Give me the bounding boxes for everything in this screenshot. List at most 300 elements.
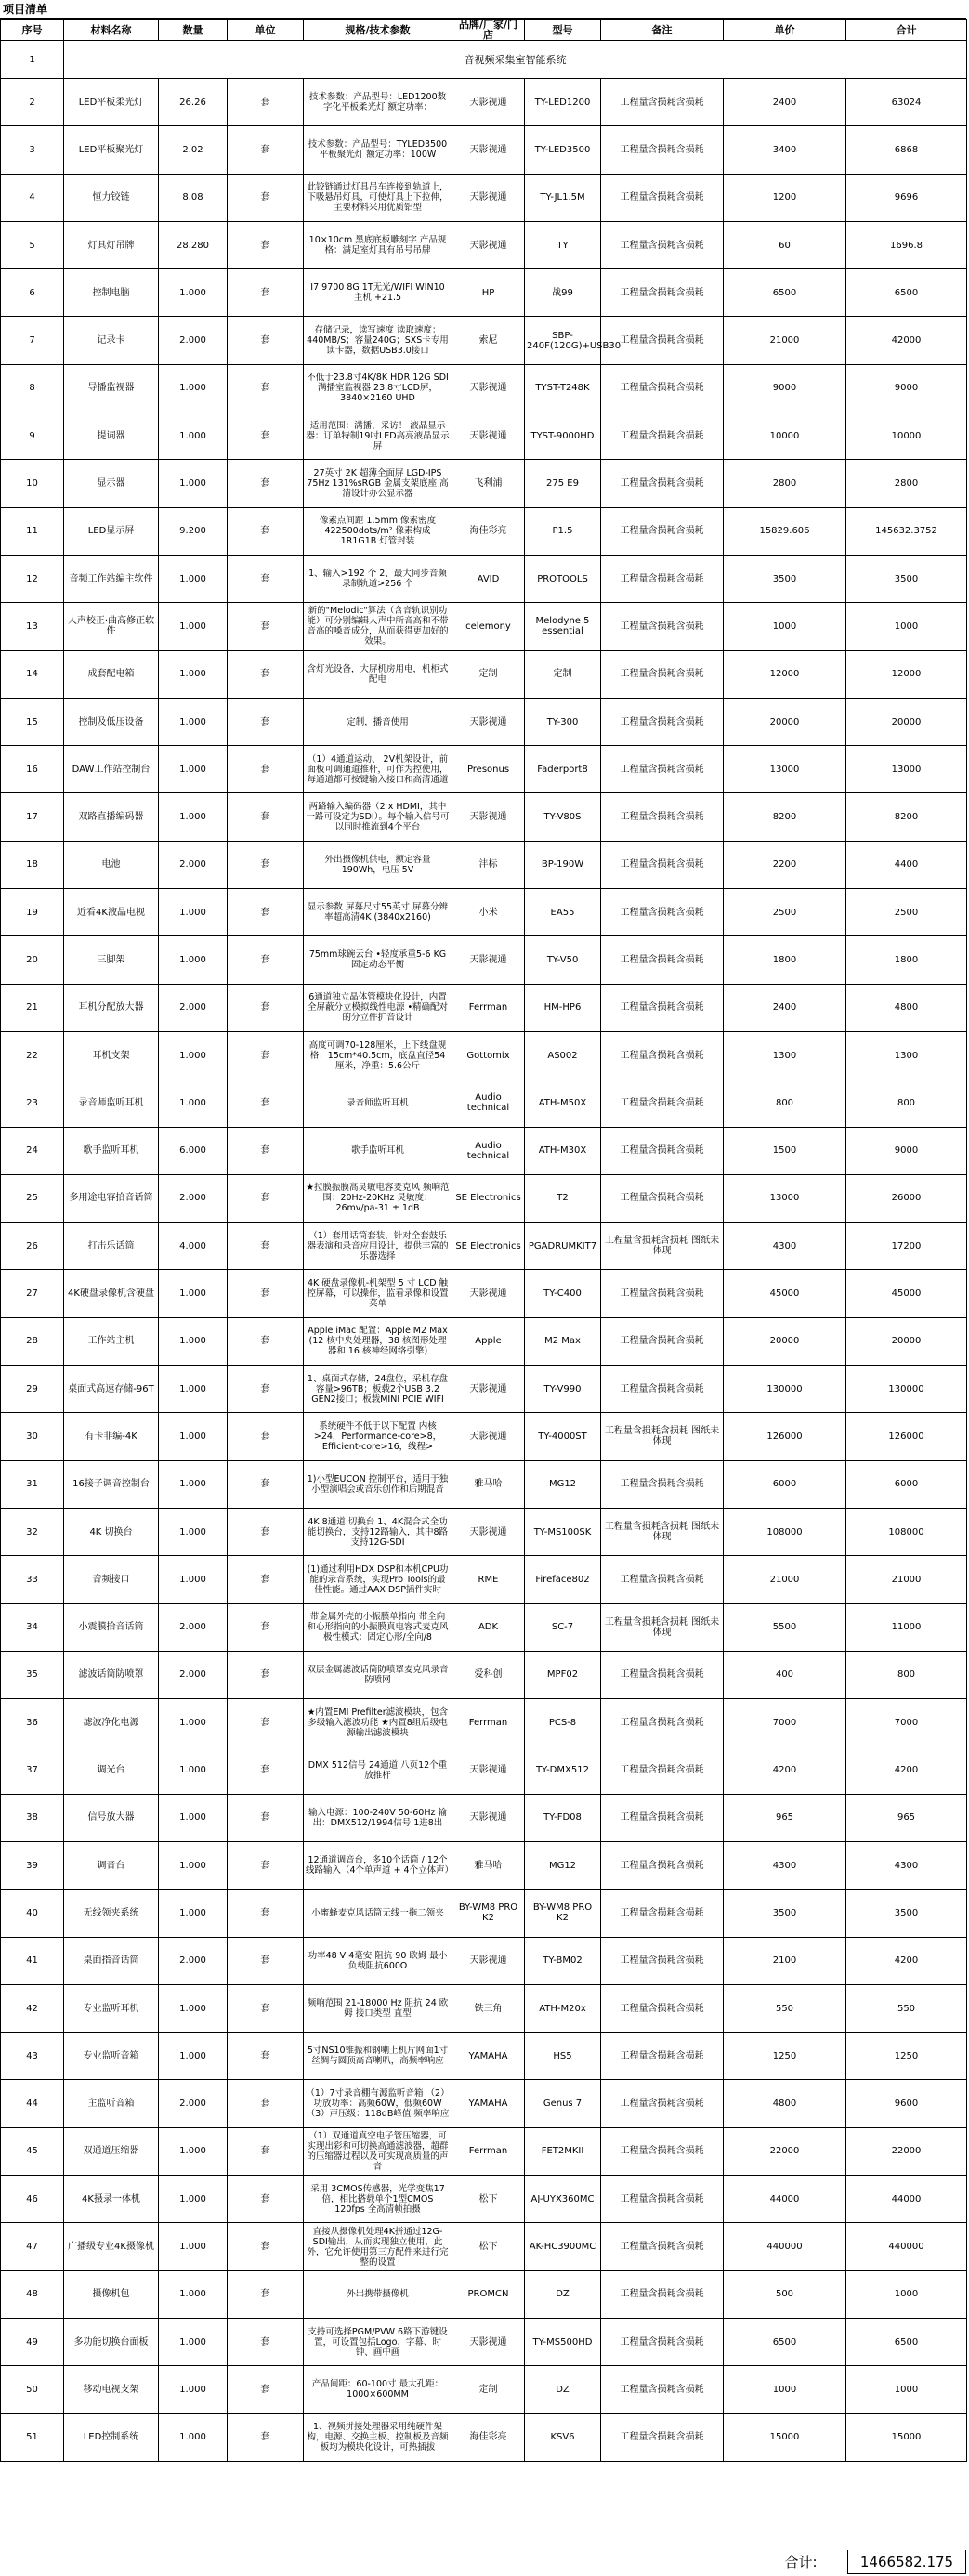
cell-brand-text: 松下 (478, 2193, 498, 2204)
cell-note-text: 工程量含损耗含损耗 (620, 192, 704, 203)
cell-no (1, 1508, 64, 1555)
cell-unit (228, 650, 304, 698)
cell-qty (159, 1317, 228, 1365)
cell-note-text: 工程量含损耗含损耗 (620, 2432, 704, 2443)
cell-brand-text: 天影视通 (469, 1526, 507, 1537)
cell-qty-text: 26.26 (179, 97, 206, 108)
table-row (1, 1413, 967, 1460)
cell-qty (159, 1366, 228, 1413)
cell-name-text: 4K摄录一体机 (82, 2193, 140, 2204)
cell-total (846, 650, 967, 698)
table-row (1, 1031, 967, 1079)
cell-spec (304, 1794, 452, 1841)
cell-unit-text: 套 (260, 430, 270, 441)
cell-unit (228, 1460, 304, 1508)
table-row (1, 1366, 967, 1413)
cell-model-text: MG12 (548, 1479, 577, 1490)
cell-no-text: 50 (26, 2384, 38, 2395)
cell-no (1, 1317, 64, 1365)
cell-note-text: 工程量含损耗含损耗 (620, 621, 704, 632)
cell-total-text: 6500 (894, 287, 919, 298)
cell-name (64, 555, 159, 602)
cell-spec (304, 1508, 452, 1555)
cell-unit (228, 1223, 304, 1270)
cell-name (64, 1413, 159, 1460)
cell-total-text: 26000 (891, 1193, 922, 1204)
table-row (1, 698, 967, 745)
col-header-qty: 数量 (159, 20, 228, 41)
cell-price-text: 13000 (769, 764, 800, 775)
cell-unit-text: 套 (260, 1669, 270, 1680)
cell-unit (228, 1413, 304, 1460)
cell-unit (228, 936, 304, 984)
cell-brand-text: YAMAHA (468, 2050, 508, 2061)
cell-note-text: 工程量含损耗含损耗 (620, 1383, 704, 1394)
cell-name (64, 1127, 159, 1174)
cell-no-text: 49 (26, 2336, 38, 2347)
cell-model-text: SBP-240F(120G)+USB30 (527, 330, 622, 351)
cell-note (601, 1031, 724, 1079)
cell-price (724, 1174, 846, 1222)
cell-price-text: 10000 (769, 430, 800, 441)
cell-price (724, 1223, 846, 1270)
cell-note-text: 工程量含损耗含损耗 (620, 1574, 704, 1585)
cell-price-text: 4300 (772, 1860, 797, 1871)
cell-no (1, 2270, 64, 2318)
cell-total (846, 698, 967, 745)
cell-model (525, 889, 601, 936)
cell-total (846, 1270, 967, 1317)
table-row (1, 1651, 967, 1698)
cell-brand (452, 1174, 525, 1222)
cell-name (64, 1556, 159, 1603)
cell-name-text: 音频工作站编主软件 (69, 573, 153, 584)
cell-brand-text: 天影视通 (469, 716, 507, 727)
cell-spec-text: 两路输入编码器（2 x HDMI，其中一路可设定为SDI）。每个输入信号可以同时推流到4个平台 (306, 802, 450, 833)
cell-qty (159, 2080, 228, 2127)
cell-name (64, 650, 159, 698)
cell-unit (228, 1603, 304, 1651)
cell-unit (228, 126, 304, 174)
cell-model-text: ATH-M20x (539, 2003, 586, 2014)
cell-spec (304, 1031, 452, 1079)
cell-total-text: 3500 (894, 573, 919, 584)
table-row (1, 2413, 967, 2461)
cell-name-text: 控制及低压设备 (78, 716, 144, 727)
cell-no (1, 221, 64, 268)
cell-brand (452, 1794, 525, 1841)
cell-name (64, 1603, 159, 1651)
cell-brand-text: 爱科创 (474, 1669, 503, 1680)
cell-brand (452, 2176, 525, 2223)
cell-name-text: 无线领夹系统 (83, 1907, 139, 1918)
cell-note (601, 412, 724, 460)
table-row (1, 2318, 967, 2365)
cell-spec-text: 小蜜蜂麦克风话筒无线一拖二领夹 (311, 1907, 444, 1918)
cell-no-text: 43 (26, 2050, 38, 2061)
cell-qty-text: 1.000 (179, 1383, 206, 1394)
cell-spec-text: 双层金属滤波话筒防喷罩麦克风录音防喷网 (307, 1664, 449, 1685)
cell-name (64, 746, 159, 793)
cell-qty-text: 1.000 (179, 287, 206, 298)
cell-model (525, 1174, 601, 1222)
cell-note (601, 603, 724, 650)
cell-qty-text: 1.000 (179, 1907, 206, 1918)
cell-name (64, 698, 159, 745)
cell-spec (304, 1413, 452, 1460)
cell-qty-text: 1.000 (179, 2003, 206, 2014)
cell-name (64, 1937, 159, 1984)
cell-price (724, 2127, 846, 2175)
table-row (1, 1746, 967, 1794)
table-row (1, 79, 967, 126)
cell-brand (452, 889, 525, 936)
cell-no (1, 1603, 64, 1651)
cell-brand-text: 天影视通 (469, 1288, 507, 1300)
sheet-title: 项目清单 (0, 0, 966, 19)
cell-unit-text: 套 (260, 2146, 270, 2157)
cell-no-text: 8 (29, 383, 35, 394)
cell-note (601, 269, 724, 317)
cell-name (64, 2080, 159, 2127)
cell-brand-text: 天影视通 (469, 240, 507, 251)
cell-unit (228, 1031, 304, 1079)
cell-no-text: 31 (26, 1479, 38, 1490)
cell-no (1, 507, 64, 555)
cell-total (846, 889, 967, 936)
cell-qty (159, 1841, 228, 1889)
cell-unit (228, 1556, 304, 1603)
cell-unit-text: 套 (260, 2050, 270, 2061)
cell-price (724, 2366, 846, 2413)
table-row (1, 1079, 967, 1127)
cell-brand (452, 1651, 525, 1698)
cell-model-text: TY-MS500HD (532, 2336, 593, 2347)
cell-spec-text: ★内置EMI Prefilter滤波模块，包含多级输入滤波功能 ★内置8组后级电源输出滤波模块 (307, 1706, 449, 1738)
cell-total (846, 1699, 967, 1746)
cell-brand (452, 1746, 525, 1794)
cell-no (1, 2127, 64, 2175)
table-row (1, 460, 967, 507)
cell-brand (452, 2270, 525, 2318)
cell-note (601, 936, 724, 984)
cell-brand-text: 天影视通 (469, 812, 507, 823)
cell-no (1, 1270, 64, 1317)
cell-note (601, 841, 724, 888)
cell-model (525, 1413, 601, 1460)
table-row (1, 1890, 967, 1937)
cell-price (724, 1127, 846, 1174)
cell-total (846, 746, 967, 793)
cell-spec (304, 174, 452, 221)
cell-price-text: 2500 (772, 907, 797, 918)
cell-no (1, 1890, 64, 1937)
cell-spec-text: 10×10cm 黑底底板雕刻字 产品规格：满足室灯具有吊号吊牌 (308, 235, 447, 256)
cell-note (601, 1556, 724, 1603)
cell-price-text: 60 (779, 240, 791, 251)
cell-name (64, 1794, 159, 1841)
cell-no-text: 20 (26, 954, 38, 965)
cell-price-text: 21000 (769, 1574, 800, 1585)
cell-spec-text: 12通道调音台，多10个话筒 / 12个线路输入（4个单声道 + 4个立体声） (306, 1855, 454, 1876)
cell-total (846, 2366, 967, 2413)
cell-price-text: 8200 (772, 812, 797, 823)
cell-no-text: 2 (29, 97, 35, 108)
cell-note-text: 工程量含损耗含损耗 (620, 383, 704, 394)
cell-brand-text: 定制 (478, 2384, 498, 2395)
cell-name-text: 移动电视支架 (83, 2384, 139, 2395)
cell-spec (304, 2127, 452, 2175)
cell-no (1, 174, 64, 221)
cell-spec-text: DMX 512信号 24通道 八页12个重放推杆 (308, 1759, 448, 1781)
cell-brand (452, 174, 525, 221)
cell-spec-text: 支持可选择PGM/PVW 6路下游键设置，可设置包括Logo、字幕、时钟、画中画 (308, 2326, 448, 2358)
cell-unit-text: 套 (260, 764, 270, 775)
cell-total-text: 7000 (894, 1717, 919, 1728)
cell-price-text: 500 (775, 2289, 794, 2300)
cell-unit (228, 1699, 304, 1746)
cell-price (724, 746, 846, 793)
cell-qty-text: 1.000 (179, 1431, 206, 1442)
cell-brand (452, 1223, 525, 1270)
cell-qty (159, 1127, 228, 1174)
cell-total-text: 13000 (891, 764, 922, 775)
cell-no-text: 19 (26, 907, 38, 918)
cell-no (1, 936, 64, 984)
cell-model-text: AJ-UYX360MC (530, 2193, 595, 2204)
cell-total-text: 9000 (894, 383, 919, 394)
cell-name (64, 2318, 159, 2365)
cell-price (724, 1794, 846, 1841)
cell-name (64, 2270, 159, 2318)
cell-name-text: 多用途电容拾音话筒 (69, 1193, 153, 1204)
cell-total-text: 108000 (888, 1526, 924, 1537)
cell-note-text: 工程量含损耗含损耗 (620, 907, 704, 918)
cell-note (601, 1460, 724, 1508)
table-row (1, 1127, 967, 1174)
cell-total-text: 6868 (894, 144, 919, 155)
cell-unit (228, 1794, 304, 1841)
cell-price-text: 400 (775, 1669, 794, 1680)
cell-qty (159, 984, 228, 1031)
cell-unit-text: 套 (260, 478, 270, 490)
cell-qty (159, 1651, 228, 1698)
cell-name (64, 1651, 159, 1698)
cell-unit (228, 1317, 304, 1365)
cell-name (64, 1841, 159, 1889)
cell-spec-text: 技术参数：产品型号：TYLED3500平板聚光灯 额定功率：100W (308, 139, 448, 161)
cell-spec-text: 存储记录，读写速度 读取速度：440MB/S；容量240G；SXS卡专用读卡器，数据USB3.0接口 (307, 325, 449, 357)
cell-price (724, 1079, 846, 1127)
cell-note (601, 1413, 724, 1460)
table-row (1, 269, 967, 317)
cell-note-text: 工程量含损耗含损耗 (620, 1145, 704, 1157)
cell-qty (159, 317, 228, 364)
cell-name (64, 1984, 159, 2032)
cell-note (601, 650, 724, 698)
cell-qty-text: 1.000 (179, 1479, 206, 1490)
cell-total-text: 130000 (888, 1383, 924, 1394)
cell-no (1, 793, 64, 841)
cell-price (724, 1270, 846, 1317)
cell-unit (228, 2366, 304, 2413)
cell-total (846, 1890, 967, 1937)
cell-model-text: AK-HC3900MC (529, 2242, 596, 2252)
table-row (1, 2080, 967, 2127)
cell-name-text: 滤波净化电源 (83, 1717, 139, 1728)
cell-name-text: 4K 切换台 (89, 1526, 133, 1537)
cell-model-text: T2 (557, 1193, 569, 1204)
cell-name (64, 1746, 159, 1794)
cell-total-text: 4200 (894, 1765, 919, 1776)
cell-brand (452, 1841, 525, 1889)
cell-brand-text: Ferrman (468, 1002, 508, 1013)
cell-model (525, 650, 601, 698)
cell-brand (452, 793, 525, 841)
cell-price-text: 12000 (769, 669, 800, 680)
table-row (1, 889, 967, 936)
table-row (1, 2176, 967, 2223)
cell-unit (228, 1841, 304, 1889)
cell-unit (228, 1984, 304, 2032)
cell-unit-text: 套 (260, 1860, 270, 1871)
cell-price (724, 364, 846, 412)
cell-unit-text: 套 (260, 2099, 270, 2110)
cell-no (1, 1699, 64, 1746)
cell-model-text: TY-V990 (543, 1383, 582, 1394)
cell-spec-text: 6通道独立晶体管模块化设计，内置全屏蔽分立模拟线性电源 •精确配对的分立件扩音设计 (307, 992, 449, 1024)
cell-brand (452, 603, 525, 650)
cell-no (1, 650, 64, 698)
cell-unit (228, 984, 304, 1031)
cell-name-text: 广播级专业4K摄像机 (68, 2242, 154, 2252)
cell-total (846, 1366, 967, 1413)
cell-name-text: 双通道压缩器 (83, 2146, 139, 2157)
cell-model-text: TY-C400 (543, 1288, 582, 1300)
cell-spec-text: 产品间距：60-100寸 最大孔距：1000×600MM (311, 2379, 444, 2400)
cell-model (525, 1079, 601, 1127)
cell-unit-text: 套 (260, 1336, 270, 1347)
cell-qty-text: 1.000 (179, 2336, 206, 2347)
cell-qty-text: 2.000 (179, 1002, 206, 1013)
cell-brand-text: 天影视通 (469, 1431, 507, 1442)
cell-spec-text: 直接从摄像机处理4K拼通过12G-SDI输出，从而实现独立使用，此外，它允许使用第三方配件来进行完整的设置 (307, 2226, 449, 2268)
cell-qty-text: 2.000 (179, 335, 206, 347)
cell-name (64, 507, 159, 555)
cell-model-text: 战99 (552, 287, 573, 298)
cell-price (724, 555, 846, 602)
cell-unit-text: 套 (260, 2384, 270, 2395)
cell-spec (304, 1890, 452, 1937)
cell-no-text: 51 (26, 2432, 38, 2443)
cell-note (601, 1984, 724, 2032)
cell-no-text: 32 (26, 1526, 38, 1537)
table-row (1, 126, 967, 174)
cell-spec (304, 1841, 452, 1889)
cell-no-text: 16 (26, 764, 38, 775)
cell-note-text: 工程量含损耗含损耗 (620, 1812, 704, 1824)
cell-total (846, 364, 967, 412)
cell-total (846, 269, 967, 317)
cell-spec-text: 功率48 V 4毫安 阻抗 90 欧姆 最小负载阻抗600Ω (308, 1950, 448, 1971)
cell-no-text: 27 (26, 1288, 38, 1300)
cell-model (525, 2080, 601, 2127)
cell-unit-text: 套 (260, 669, 270, 680)
table-row (1, 2033, 967, 2080)
cell-total (846, 2176, 967, 2223)
cell-note (601, 1366, 724, 1413)
cell-unit-text: 套 (260, 335, 270, 347)
cell-total (846, 2223, 967, 2270)
cell-price (724, 2318, 846, 2365)
cell-no-text: 7 (29, 335, 35, 347)
cell-total-text: 42000 (891, 335, 922, 347)
cell-unit (228, 507, 304, 555)
cell-qty-text: 2.000 (179, 1955, 206, 1967)
cell-unit (228, 2127, 304, 2175)
cell-unit-text: 套 (260, 383, 270, 394)
cell-qty (159, 507, 228, 555)
section-no: 1 (1, 41, 64, 79)
cell-note (601, 2413, 724, 2461)
cell-model (525, 2223, 601, 2270)
cell-model-text: TYST-T248K (535, 383, 590, 394)
cell-note (601, 2366, 724, 2413)
cell-total-text: 1000 (894, 621, 919, 632)
cell-price-text: 550 (775, 2003, 794, 2014)
cell-total-text: 8200 (894, 812, 919, 823)
cell-price-text: 2800 (772, 478, 797, 490)
col-header-unit: 单位 (228, 20, 304, 41)
cell-price (724, 79, 846, 126)
cell-model-text: FET2MKII (541, 2146, 584, 2157)
cell-brand-text: AVID (477, 573, 500, 584)
cell-price-text: 1250 (772, 2050, 797, 2061)
cell-spec (304, 1174, 452, 1222)
cell-unit (228, 603, 304, 650)
cell-note (601, 2318, 724, 2365)
cell-brand-text: PROMCN (467, 2289, 509, 2300)
cell-model (525, 1366, 601, 1413)
cell-name (64, 317, 159, 364)
cell-name (64, 1699, 159, 1746)
cell-qty (159, 1699, 228, 1746)
cell-brand (452, 2366, 525, 2413)
cell-qty-text: 1.000 (179, 1526, 206, 1537)
cell-note-text: 工程量含损耗含损耗 (620, 716, 704, 727)
cell-unit-text: 套 (260, 2003, 270, 2014)
cell-unit-text: 套 (260, 1479, 270, 1490)
cell-qty (159, 1794, 228, 1841)
cell-price-text: 130000 (766, 1383, 803, 1394)
cell-name (64, 364, 159, 412)
cell-brand-text: RME (478, 1574, 499, 1585)
cell-model (525, 79, 601, 126)
cell-no (1, 126, 64, 174)
cell-note-text: 工程量含损耗含损耗 图纸未体现 (604, 1522, 720, 1543)
cell-note-text: 工程量含损耗含损耗 (620, 1050, 704, 1061)
cell-no-text: 3 (29, 144, 35, 155)
cell-brand (452, 1460, 525, 1508)
cell-model-text: TY-V50 (546, 954, 579, 965)
cell-unit-text: 套 (260, 1383, 270, 1394)
cell-total-text: 45000 (891, 1288, 922, 1300)
cell-qty-text: 1.000 (179, 1574, 206, 1585)
cell-unit (228, 412, 304, 460)
table-row (1, 1270, 967, 1317)
cell-brand (452, 269, 525, 317)
cell-brand (452, 460, 525, 507)
